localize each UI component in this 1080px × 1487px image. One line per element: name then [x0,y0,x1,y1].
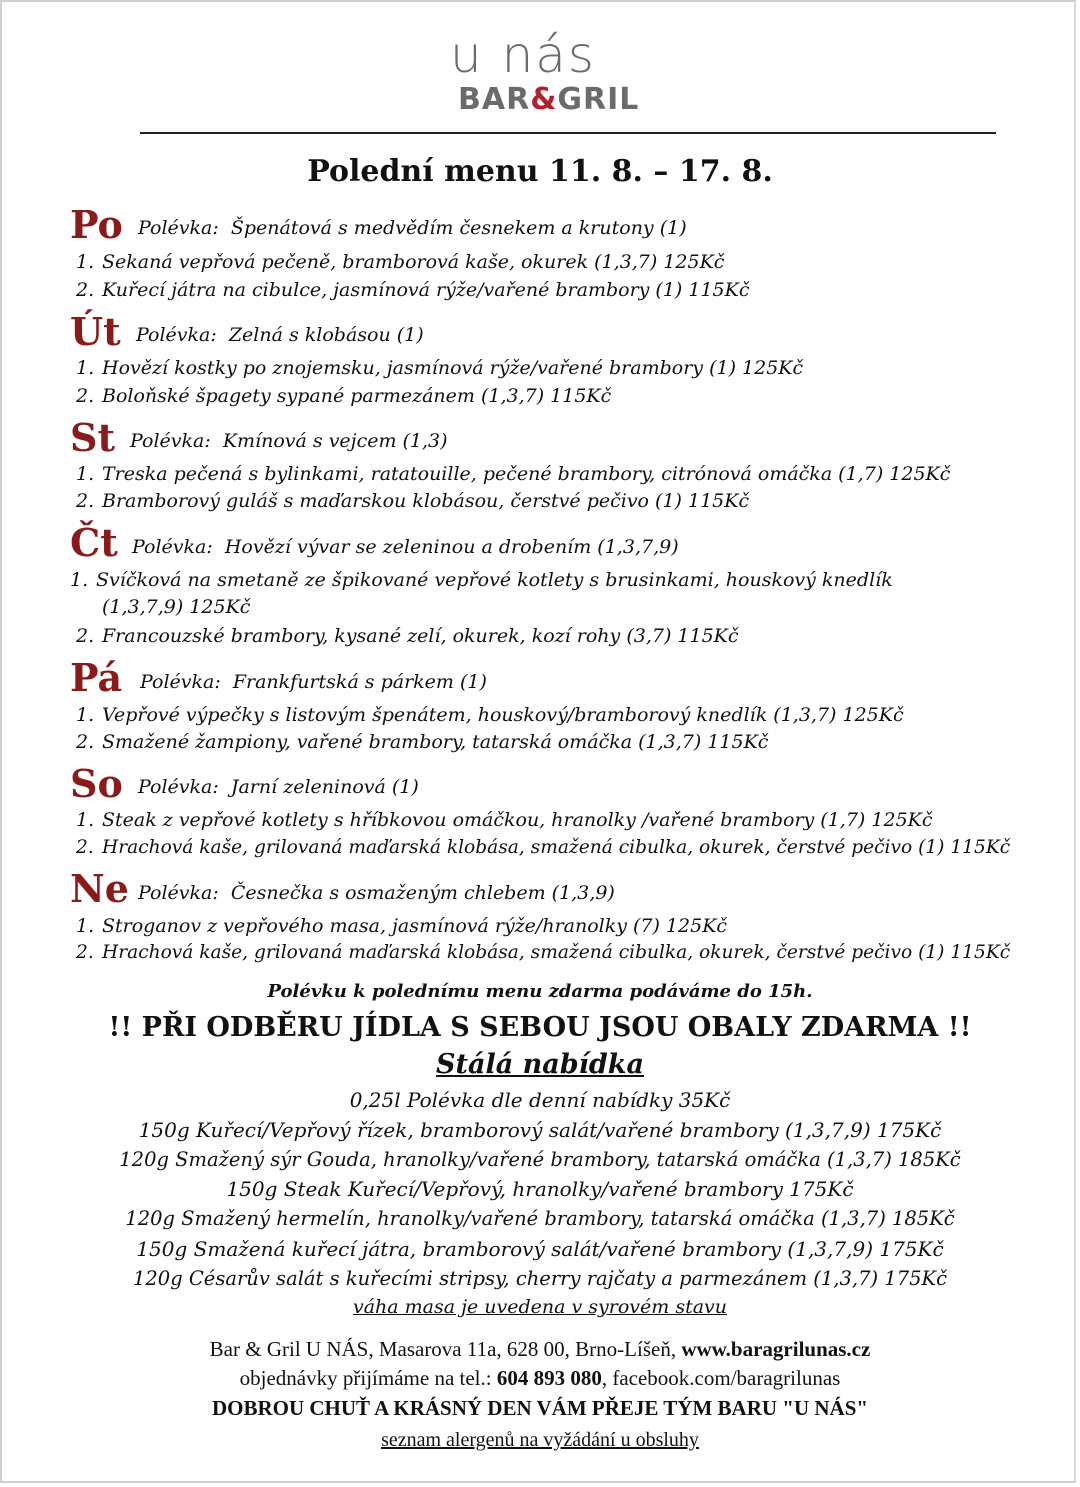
item-number: 1. [76,915,95,937]
item-text: Steak z vepřové kotlety s hříbkovou omáčkou, hranolky /vařené brambory (1,7) 125Kč [102,809,933,831]
takeaway-notice: !! PŘI ODBĚRU JÍDLA S SEBOU JSOU OBALY ZDARMA !! [108,1012,972,1043]
day-label: Ne [70,866,129,911]
permanent-item: 120g Césarův salát s kuřecími stripsy, cherry rajčaty a parmezánem (1,3,7) 175Kč [132,1267,948,1290]
day-label: So [70,761,123,806]
item-text: Smažené žampiony, vařené brambory, tatarská omáčka (1,3,7) 115Kč [102,731,769,753]
soup-line [140,673,487,692]
item-text: Hovězí kostky po znojemsku, jasmínová rýže/vařené brambory (1) 125Kč [102,357,804,379]
permanent-item: 150g Smažená kuřecí játra, bramborový salát/vařené brambory (1,3,7,9) 175Kč [136,1237,944,1261]
item-text: Kuřecí játra na cibulce, jasmínová rýže/vařené brambory (1) 115Kč [102,279,750,301]
soup-label: Polévka: [138,882,219,904]
logo-script: u nás [450,26,596,84]
address-line [2,1339,1078,1360]
menu-item [76,811,933,830]
page-title: Polední menu 11. 8. – 17. 8. [307,154,773,189]
permanent-item: 150g Kuřecí/Vepřový řízek, bramborový salát/vařené brambory (1,3,7,9) 175Kč [138,1118,942,1142]
item-number: 1. [76,463,95,485]
soup-text: Frankfurtská s párkem (1) [232,671,487,693]
item-number: 2. [76,490,95,512]
menu-item-continued: (1,3,7,9) 125Kč [102,596,251,618]
day-label: Čt [70,520,118,565]
day-label: Pá [70,655,123,700]
permanent-heading: Stálá nabídka [436,1049,644,1080]
greeting: DOBROU CHUŤ A KRÁSNÝ DEN VÁM PŘEJE TÝM BARU "U NÁS" [211,1396,869,1420]
soup-label: Polévka: [130,430,211,452]
orders-line [2,1368,1078,1389]
item-number: 2. [76,731,95,753]
menu-item [76,465,950,484]
permanent-item: 120g Smažený sýr Gouda, hranolky/vařené brambory, tatarská omáčka (1,3,7) 185Kč [119,1148,961,1171]
soup-line [138,219,687,238]
logo-bar: BAR [458,82,531,117]
item-number: 1. [70,569,89,591]
item-text: Sekaná vepřová pečeně, bramborová kaše, okurek (1,3,7) 125Kč [102,251,725,273]
header-divider [140,132,996,134]
phone-number[interactable]: 604 893 080 [496,1366,602,1390]
soup-note: Polévku k polednímu menu zdarma podáváme do 15h. [267,981,813,1002]
menu-item [76,281,749,300]
soup-line [132,538,679,557]
bar-gril-logo [442,26,702,118]
item-text: Boloňské špagety sypané parmezánem (1,3,7) 115Kč [102,385,612,407]
address-text: Bar & Gril U NÁS, Masarova 11a, 628 00, Brno-Líšeň, [209,1337,682,1361]
menu-item [76,706,904,725]
soup-label: Polévka: [138,217,219,239]
item-text: Stroganov z vepřového masa, jasmínová rýže/hranolky (7) 125Kč [102,915,728,937]
item-text: Vepřové výpečky s listovým špenátem, houskový/bramborový knedlík (1,3,7) 125Kč [102,704,904,726]
facebook-link[interactable]: , facebook.com/baragrilunas [601,1366,841,1390]
menu-item [76,944,1010,963]
item-number: 2. [76,385,95,407]
soup-label: Polévka: [132,536,213,558]
menu-item [76,917,727,936]
item-number: 1. [76,357,95,379]
day-label: Út [70,309,121,354]
soup-text: Špenátová s medvědím česnekem a krutony (1) [230,217,687,239]
permanent-item: 120g Smažený hermelín, hranolky/vařené brambory, tatarská omáčka (1,3,7) 185Kč [125,1207,955,1230]
soup-line [138,778,419,797]
permanent-item: 0,25l Polévka dle denní nabídky 35Kč [349,1088,731,1112]
soup-line [138,884,615,903]
item-number: 2. [76,625,95,647]
item-text: Francouzské brambory, kysané zelí, okurek, kozí rohy (3,7) 115Kč [102,625,739,647]
permanent-item: 150g Steak Kuřecí/Vepřový, hranolky/vařené brambory 175Kč [226,1177,854,1201]
soup-line [136,326,424,345]
item-text: Treska pečená s bylinkami, ratatouille, pečené brambory, citrónová omáčka (1,7) 125Kč [102,463,951,485]
menu-item [76,359,803,378]
weight-note: váha masa je uvedena v syrovém stavu [352,1296,728,1318]
menu-item [76,253,724,272]
item-text: Svíčková na smetaně ze špikované vepřové kotlety s brusinkami, houskový knedlík [96,569,893,591]
logo-subtitle [458,82,639,117]
item-text: Hrachová kaše, grilovaná maďarská klobása, smažená cibulka, okurek, čerstvé pečivo (1) 115Kč [102,837,1011,858]
menu-item [70,571,893,590]
soup-label: Polévka: [136,324,217,346]
soup-text: Kmínová s vejcem (1,3) [222,430,448,452]
item-number: 2. [76,942,94,963]
day-label: St [70,415,115,460]
item-text: Bramborový guláš s maďarskou klobásou, čerstvé pečivo (1) 115Kč [102,490,750,512]
item-number: 2. [76,837,94,858]
orders-text: objednávky přijímáme na tel.: [239,1366,497,1390]
menu-item [76,387,611,406]
allergens-note: seznam alergenů na vyžádání u obsluhy [381,1429,699,1451]
soup-text: Hovězí vývar se zeleninou a drobením (1,3,7,9) [224,536,679,558]
menu-item [76,627,739,646]
item-text: Hrachová kaše, grilovaná maďarská klobása, smažená cibulka, okurek, čerstvé pečivo (1) 115Kč [102,942,1011,963]
soup-label: Polévka: [138,776,219,798]
item-number: 1. [76,251,95,273]
website-link[interactable]: www.baragrilunas.cz [681,1337,871,1361]
logo-ampersand: & [530,82,558,117]
soup-line [130,432,448,451]
item-number: 1. [76,704,95,726]
menu-item [76,733,768,752]
soup-label: Polévka: [140,671,221,693]
item-number: 2. [76,279,95,301]
item-number: 1. [76,809,95,831]
menu-item [76,492,749,511]
soup-text: Česnečka s osmaženým chlebem (1,3,9) [230,882,615,904]
logo-gril: GRIL [557,82,640,117]
day-label: Po [70,202,123,247]
soup-text: Zelná s klobásou (1) [228,324,424,346]
soup-text: Jarní zeleninová (1) [230,776,419,798]
menu-item [76,839,1010,858]
